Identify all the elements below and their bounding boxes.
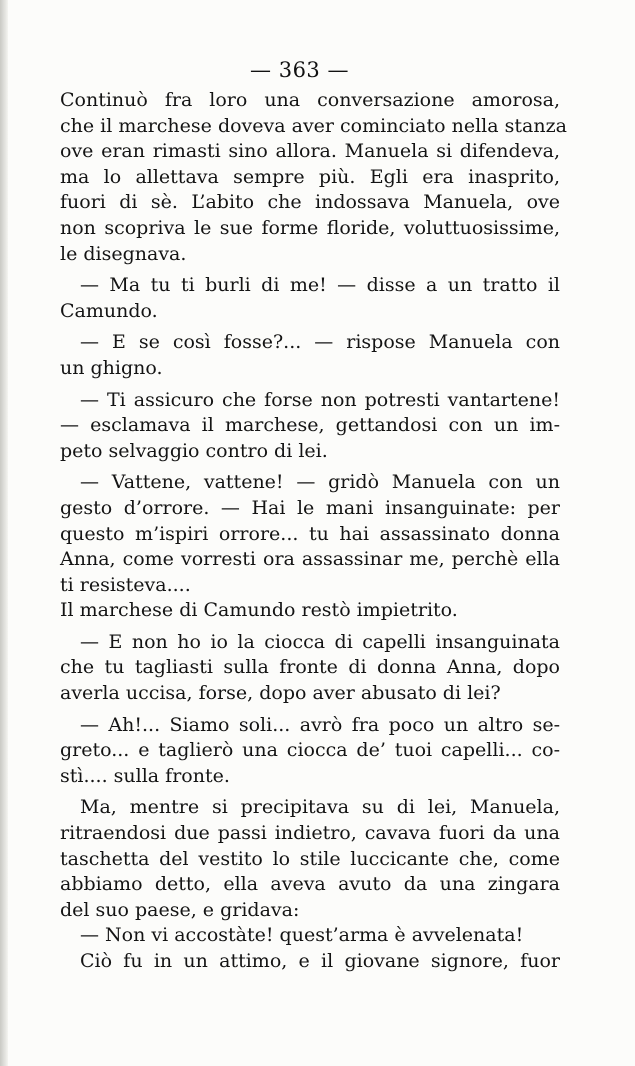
text-line: stì.... sulla fronte. [60, 764, 230, 787]
text-line: — E se così fosse?... — rispose Manuela con [80, 331, 560, 354]
text-line: ove eran rimasti sino allora. Manuela si difendeva, [60, 140, 560, 163]
body-text [60, 88, 567, 975]
text-line: Ciò fu in un attimo, e il giovane signore, fuor [80, 950, 560, 972]
page-number: — 363 — [250, 58, 349, 82]
text-line: Camundo. [60, 299, 158, 322]
text-line: le disegnava. [60, 242, 187, 265]
text-line: fuori di sè. L’abito che indossava Manuela, ove [60, 191, 560, 214]
text-line: abbiamo detto, ella aveva avuto da una zingara [60, 873, 560, 896]
text-line: Ma, mentre si precipitava su di lei, Manuela, [80, 796, 560, 819]
text-line: che il marchese doveva aver cominciato nella stanza [60, 114, 567, 137]
text-line: Il marchese di Camundo restò impietrito. [60, 599, 458, 622]
text-line: non scopriva le sue forme floride, voluttuosissime, [60, 216, 560, 239]
text-line: gesto d’orrore. — Hai le mani insanguinate: per [60, 496, 560, 519]
text-line: — esclamava il marchese, gettandosi con un im- [60, 414, 560, 437]
text-line: — Ti assicuro che forse non potresti vantartene! [80, 388, 560, 411]
text-line: — Ah!... Siamo soli... avrò fra poco un altro se- [80, 713, 560, 736]
text-line: questo m’ispiri orrore... tu hai assassinato donna [60, 522, 560, 545]
text-line: — Ma tu ti burli di me! — disse a un tratto il [80, 274, 560, 297]
text-line: ma lo allettava sempre più. Egli era inasprito, [60, 165, 560, 188]
text-line: — Vattene, vattene! — gridò Manuela con un [80, 471, 560, 494]
text-line: Anna, come vorresti ora assassinar me, perchè ella [60, 548, 560, 571]
text-line: del suo paese, e gridava: [60, 898, 300, 921]
text-line: Continuò fra loro una conversazione amorosa, [60, 89, 560, 111]
text-line: un ghigno. [60, 356, 163, 379]
page-edge-shadow [0, 0, 8, 1066]
text-line: greto... e taglierò una ciocca de’ tuoi capelli... co- [60, 739, 560, 762]
text-line: — Non vi accostàte! quest’arma è avvelenata! [80, 924, 524, 947]
text-line: ti resisteva.... [60, 573, 191, 596]
text-line: ritraendosi due passi indietro, cavava fuori da una [60, 822, 560, 845]
text-line: taschetta del vestito lo stile luccicante che, come [60, 847, 560, 870]
text-line: — E non ho io la ciocca di capelli insanguinata [80, 630, 560, 653]
text-line: averla uccisa, forse, dopo aver abusato di lei? [60, 682, 501, 705]
text-line: che tu tagliasti sulla fronte di donna Anna, dopo [60, 656, 560, 679]
text-line: peto selvaggio contro di lei. [60, 439, 328, 462]
